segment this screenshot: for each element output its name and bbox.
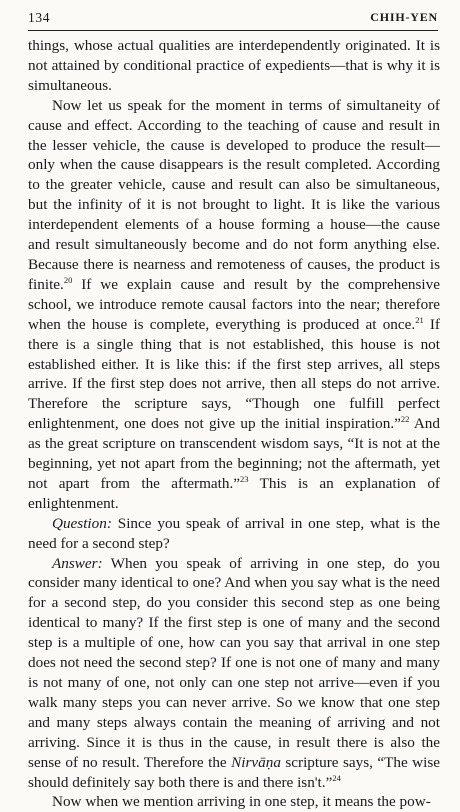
- text-run: things, whose actual qualities are interdependently originated. It is not attained by conditional practice of expedients—that is why it is simultaneous.: [28, 37, 440, 94]
- footnote-marker: 22: [400, 414, 410, 425]
- paragraph: [28, 36, 440, 96]
- text-run: Since you speak of arrival in one step, what is the need for a second step?: [28, 514, 440, 552]
- footnote-marker: 21: [415, 314, 424, 325]
- body-text: [28, 36, 440, 812]
- paragraph: [28, 96, 440, 514]
- text-run: If there is a single thing that is not established, this house is not established either. It is like this: if the first step arrives, all steps arrive. If the first step does not arrive, then all steps do not arrive. Therefore the scripture says, “Though one fulfill perfect enlightenment, one does not give up the initial inspiration.”: [28, 315, 440, 433]
- page-header: [28, 6, 438, 31]
- footnote-marker: 24: [332, 772, 341, 783]
- text-run: Now when we mention arriving in one step, it means the pow-: [52, 793, 431, 811]
- text-run: Now let us speak for the moment in terms of simultaneity of cause and effect. According to the teaching of cause and result in the lesser vehicle, the cause is developed to produce the result—only when the cause disappears is the result completed. According to the greater vehicle, cause and result can also be simultaneous, but the infinity of it is not brought to light. It is like the various interdependent elements of a house forming a house—the cause and result simultaneously become and do not form anything else. Because there is nearness and remoteness of causes, the product is finite.: [28, 96, 440, 293]
- footnote-marker: 23: [240, 473, 249, 484]
- emphasis-text: Answer:: [52, 554, 103, 572]
- emphasis-text: Question:: [52, 514, 112, 532]
- text-run: This is an explanation of enlightenment.: [28, 474, 440, 512]
- emphasis-text: Nirvāṇa: [231, 753, 281, 771]
- footnote-marker: 20: [63, 274, 73, 285]
- paragraph: [28, 554, 440, 793]
- paragraph: [28, 792, 440, 812]
- text-run: scripture says, “The wise should definitely say both there is and there isn't.”: [28, 753, 440, 791]
- text-run: When you speak of arriving in one step, do you consider many identical to one? And when you say what is the need for a second step, do you consider this second step as one being identical to many? If the first step is one of many and the second step is a multiple of one, how can you say that arrival in one step does not need the second step? If one is not one of many and many is not many of one, not only can one step not arrive—even if you walk many steps you can never arrive. So we know that one step and many steps always contain the meaning of arriving and not arriving. Since it is thus in the cause, in result there is also the sense of no result. Therefore the: [28, 554, 440, 771]
- running-title: CHIH-YEN: [370, 10, 438, 24]
- text-run: If we explain cause and result by the comprehensive school, we introduce remote causal factors into the near; therefore when the house is complete, everything is produced at once.: [28, 275, 440, 333]
- paragraph: [28, 514, 440, 554]
- page-number: 134: [28, 10, 51, 25]
- text-run: And as the great scripture on transcendent wisdom says, “It is not at the beginning, yet not apart from the beginning; not the aftermath, yet not apart from the aftermath.”: [28, 415, 440, 492]
